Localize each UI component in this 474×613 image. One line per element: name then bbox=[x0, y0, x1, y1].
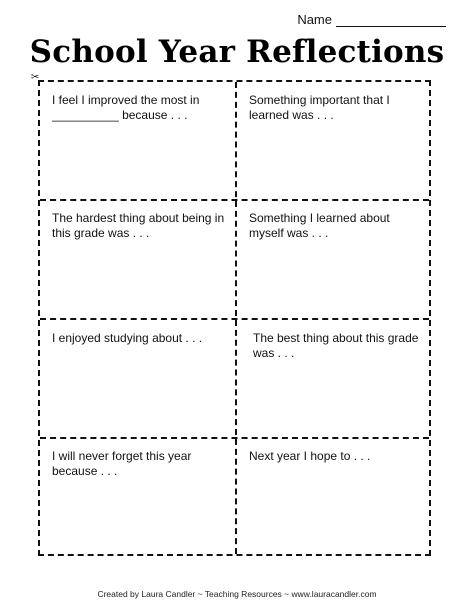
prompt-next-year: Next year I hope to . . . bbox=[249, 449, 371, 463]
name-blank[interactable] bbox=[336, 14, 446, 27]
footer-credit: Created by Laura Candler ~ Teaching Resources ~ www.lauracandler.com bbox=[97, 589, 377, 599]
prompt-best-thing: The best thing about this grade was . . . bbox=[253, 331, 419, 360]
prompt-improved-most: I feel I improved the most in __________ because . . . bbox=[52, 93, 200, 122]
prompt-learned-about-myself: Something I learned about myself was . . . bbox=[249, 211, 390, 240]
prompt-something-important: Something important that I learned was . . . bbox=[249, 93, 390, 122]
horizontal-cut-line-3 bbox=[40, 437, 429, 439]
prompt-never-forget: I will never forget this year because . . . bbox=[52, 449, 192, 478]
prompt-enjoyed-studying: I enjoyed studying about . . . bbox=[52, 331, 203, 345]
name-label: Name bbox=[297, 12, 332, 27]
prompt-hardest-thing: The hardest thing about being in this grade was . . . bbox=[52, 211, 225, 240]
reflection-grid bbox=[38, 80, 431, 556]
scissors-icon: ✂ bbox=[31, 72, 40, 83]
horizontal-cut-line-2 bbox=[40, 318, 429, 320]
page-title: School Year Reflections bbox=[29, 34, 445, 70]
name-field bbox=[297, 12, 446, 27]
horizontal-cut-line-1 bbox=[40, 199, 429, 201]
